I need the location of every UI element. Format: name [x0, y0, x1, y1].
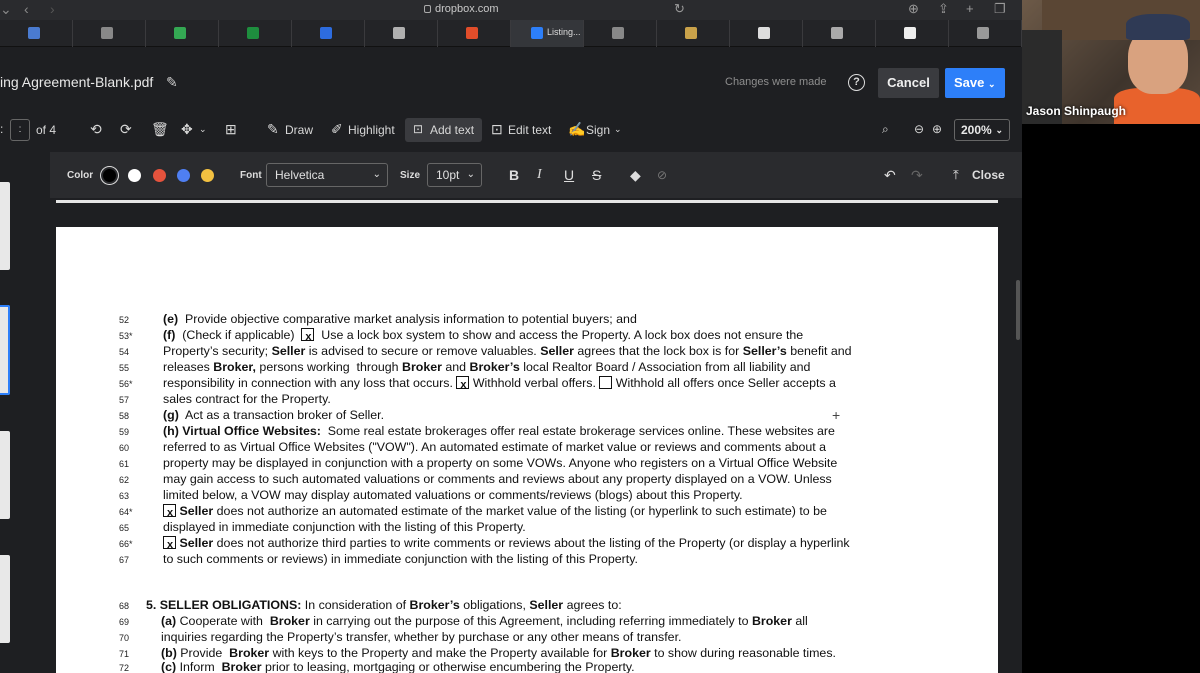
zoom-in-icon[interactable]: ⊕: [932, 122, 943, 136]
line-number: 61: [119, 459, 130, 469]
crosshair-cursor-icon: +: [832, 407, 841, 423]
page-thumbnails: [0, 150, 12, 673]
previous-page-edge: [56, 200, 998, 203]
line-text: (f) (Check if applicable) x Use a lock box system to show and access the Property. A lock box does not ensure the: [163, 328, 803, 342]
edit-toolbar: [0, 110, 1022, 150]
zoom-value: 200%: [961, 123, 992, 137]
line-number: 62: [119, 475, 130, 485]
browser-tab[interactable]: [146, 20, 219, 47]
line-number: 65: [119, 523, 130, 533]
tab-favicon-icon: [393, 27, 405, 39]
rotate-left-icon[interactable]: ⟲: [90, 121, 102, 137]
line-text: (c) Inform Broker prior to leasing, mortgaging or otherwise encumbering the Property.: [161, 660, 635, 673]
line-text: responsibility in connection with any loss that occurs. x Withhold verbal offers. Withhold all offers once Seller accepts a: [163, 376, 836, 390]
sign-button[interactable]: Sign: [586, 123, 611, 137]
downloads-icon[interactable]: ⊕: [908, 1, 919, 16]
save-label: Save: [954, 75, 985, 90]
color-label: Color: [67, 170, 94, 181]
tab-favicon-icon: [977, 27, 989, 39]
add-text-label: Add text: [430, 123, 475, 137]
text-format-bar: [50, 152, 1022, 198]
font-select[interactable]: [266, 163, 388, 187]
tab-favicon-icon: [466, 27, 478, 39]
line-text: (b) Provide Broker with keys to the Property and make the Property available for Broker to show during reasonable times.: [161, 646, 836, 660]
document-line: [56, 536, 998, 552]
line-number: 66*: [119, 539, 133, 549]
draw-icon: ✎: [267, 121, 279, 137]
document-line: [56, 360, 998, 376]
line-text: to such comments or reviews) in immediate conjunction with the listing of this Property.: [163, 552, 638, 566]
browser-tab[interactable]: [438, 20, 511, 47]
rename-pencil-icon[interactable]: ✎: [166, 74, 178, 90]
document-line: [56, 614, 998, 630]
delete-page-icon[interactable]: 🗑: [151, 121, 169, 137]
color-swatch[interactable]: [201, 169, 214, 182]
sidebar-toggle-icon[interactable]: ⌄: [0, 1, 12, 17]
tab-favicon-icon: [101, 27, 113, 39]
url-text: dropbox.com: [435, 3, 499, 15]
browser-tab[interactable]: [876, 20, 949, 47]
line-text: referred to as Virtual Office Websites ("VOW"). An automated estimate of market value or reviews and comments about a: [163, 440, 827, 454]
browser-tab[interactable]: [219, 20, 292, 47]
close-button[interactable]: Close: [972, 168, 1005, 182]
line-number: 67: [119, 555, 130, 565]
line-number: 64*: [119, 507, 133, 517]
zoom-out-icon[interactable]: ⊖: [914, 122, 925, 136]
address-bar[interactable]: [424, 3, 499, 15]
lock-icon: [424, 5, 431, 13]
line-text: (g) Act as a transaction broker of Seller.: [163, 408, 385, 422]
browser-tab[interactable]: [730, 20, 803, 47]
document-line: [56, 552, 998, 568]
page-thumbnail-selected[interactable]: [0, 305, 10, 395]
document-line: [56, 328, 998, 344]
browser-tab[interactable]: [511, 20, 584, 47]
line-number: 63: [119, 491, 130, 501]
tab-favicon-icon: [758, 27, 770, 39]
browser-tab[interactable]: [949, 20, 1022, 47]
tab-favicon-icon: [612, 27, 624, 39]
browser-tab[interactable]: [0, 20, 73, 47]
chevron-down-icon: ⌄: [466, 169, 475, 180]
browser-tab[interactable]: [657, 20, 730, 47]
browser-tab[interactable]: [292, 20, 365, 47]
size-select[interactable]: [427, 163, 482, 187]
chevron-down-icon: ⌄: [988, 79, 996, 89]
line-number: 52: [119, 315, 130, 325]
reload-icon[interactable]: ↻: [674, 1, 685, 16]
line-text: releases Broker, persons working through Broker and Broker’s local Realtor Board / Association from all liability and: [163, 360, 811, 374]
line-text: (a) Cooperate with Broker in carrying out the purpose of this Agreement, including referring immediately to Broker all: [161, 614, 808, 628]
document-line: [56, 424, 998, 440]
new-tab-icon[interactable]: +: [966, 1, 974, 16]
line-text: 5. SELLER OBLIGATIONS: In consideration of Broker’s obligations, Seller agrees to:: [146, 598, 622, 612]
browser-tab[interactable]: [803, 20, 876, 47]
line-text: x Seller does not authorize third parties to write comments or reviews about the listing of the Property (or display a hyperlink: [163, 536, 850, 550]
close-icon: ⤒: [953, 167, 959, 182]
line-number: 58: [119, 411, 130, 421]
browser-tab[interactable]: [73, 20, 146, 47]
chevron-down-icon[interactable]: ⌄: [199, 124, 207, 134]
font-value: Helvetica: [275, 168, 325, 182]
eraser-icon[interactable]: ◆: [630, 167, 641, 183]
back-icon[interactable]: ‹: [24, 1, 29, 17]
edit-text-icon: ⊡: [491, 121, 503, 137]
color-swatch[interactable]: [128, 169, 141, 182]
cancel-button[interactable]: Cancel: [878, 68, 939, 98]
document-line: [56, 456, 998, 472]
add-text-button[interactable]: [405, 118, 482, 142]
document-line: [56, 312, 998, 328]
line-number: 72: [119, 663, 130, 673]
document-line: [56, 376, 998, 392]
line-text: inquiries regarding the Property’s transfer, whether by purchase or any other means of transfer.: [161, 630, 682, 644]
undo-icon[interactable]: ↶: [884, 167, 896, 183]
page-label-fragment: :: [0, 122, 4, 136]
checked-checkbox[interactable]: [163, 504, 176, 517]
no-fill-icon[interactable]: ⊘: [657, 168, 668, 182]
page-total: of 4: [36, 123, 57, 137]
tab-strip: [0, 20, 1022, 47]
insert-page-icon[interactable]: ⊞: [225, 121, 237, 137]
tab-favicon-icon: [685, 27, 697, 39]
page-thumbnail[interactable]: [0, 431, 10, 519]
highlight-icon: ✐: [331, 121, 343, 137]
line-text: may gain access to such automated valuations or comments and reviews about any property displayed on a VOW. Unless: [163, 472, 832, 486]
chevron-down-icon: ⌄: [372, 169, 381, 180]
line-text: limited below, a VOW may display automated valuations or comments/reviews (blogs) about this Property.: [163, 488, 743, 502]
line-text: property may be displayed in conjunction with a property on some VOWs. Anyone who registers on a Virtual Office Website: [163, 456, 838, 470]
forward-icon[interactable]: ›: [50, 1, 55, 17]
document-line: [56, 598, 998, 614]
line-text: x Seller does not authorize an automated estimate of the market value of the listing (or hyperlink to such estimate) to be: [163, 504, 827, 518]
search-icon[interactable]: ⌕: [882, 122, 889, 136]
document-line: [56, 440, 998, 456]
add-text-icon: ⊡: [413, 122, 424, 136]
size-label: Size: [400, 170, 421, 181]
tab-favicon-icon: [247, 27, 259, 39]
italic-icon[interactable]: I: [537, 167, 542, 182]
tab-favicon-icon: [831, 27, 843, 39]
line-number: 71: [119, 649, 130, 659]
document-line: [56, 520, 998, 536]
vertical-scrollbar[interactable]: [1016, 280, 1020, 340]
document-line: [56, 408, 998, 424]
line-number: 69: [119, 617, 130, 627]
document-line: [56, 630, 998, 646]
size-value: 10pt: [436, 168, 460, 182]
person-cap: [1126, 14, 1190, 40]
browser-tab[interactable]: [365, 20, 438, 47]
document-line: [56, 504, 998, 520]
line-number: 54: [119, 347, 130, 357]
bold-icon[interactable]: B: [509, 167, 520, 183]
help-icon[interactable]: ?: [848, 74, 865, 91]
font-label: Font: [240, 170, 262, 181]
changes-status: Changes were made: [725, 76, 827, 88]
chevron-down-icon[interactable]: ⌄: [614, 124, 622, 134]
line-text: (e) Provide objective comparative market analysis information to potential buyers; and: [163, 312, 637, 326]
tab-favicon-icon: [28, 27, 40, 39]
line-number: 57: [119, 395, 130, 405]
document-line: [56, 392, 998, 408]
checked-checkbox[interactable]: [163, 536, 176, 549]
save-button[interactable]: [945, 68, 1005, 98]
share-icon[interactable]: ⇪: [938, 1, 949, 16]
document-title: ing Agreement-Blank.pdf: [0, 74, 154, 90]
line-number: 60: [119, 443, 130, 453]
document-line: [56, 660, 998, 673]
tab-favicon-icon: [531, 27, 543, 39]
color-swatch[interactable]: [177, 169, 190, 182]
editor-header: [0, 48, 1022, 110]
line-text: Property’s security; Seller is advised to secure or remove valuables. Seller agrees that the lock box is for Seller’s benefit and: [163, 344, 852, 358]
page-thumbnail[interactable]: [0, 182, 10, 270]
zoom-select[interactable]: [954, 119, 1010, 141]
tab-favicon-icon: [174, 27, 186, 39]
checked-checkbox[interactable]: [301, 328, 314, 341]
edit-text-button[interactable]: Edit text: [508, 123, 552, 137]
tab-favicon-icon: [320, 27, 332, 39]
sign-icon: ✍: [568, 121, 586, 137]
tab-overview-icon[interactable]: ❐: [994, 1, 1006, 16]
redo-icon[interactable]: ↷: [911, 167, 923, 183]
draw-button[interactable]: Draw: [285, 123, 314, 137]
checked-checkbox[interactable]: [456, 376, 469, 389]
line-number: 70: [119, 633, 130, 643]
line-text: displayed in immediate conjunction with the listing of this Property.: [163, 520, 526, 534]
rotate-right-icon[interactable]: ⟳: [120, 121, 132, 137]
line-text: (h) Virtual Office Websites: Some real estate brokerages offer real estate brokerage services online. These websites are: [163, 424, 835, 438]
line-number: 59: [119, 427, 130, 437]
highlight-button[interactable]: Highlight: [348, 123, 395, 137]
strikethrough-icon[interactable]: S: [592, 167, 602, 183]
chevron-down-icon: ⌄: [995, 125, 1003, 135]
move-icon[interactable]: ✥: [181, 121, 193, 137]
color-swatch[interactable]: [103, 169, 116, 182]
document-viewport[interactable]: [50, 198, 1010, 673]
page-number-input[interactable]: :: [10, 119, 30, 141]
document-line: [56, 472, 998, 488]
document-line: [56, 488, 998, 504]
line-number: 55: [119, 363, 130, 373]
participant-name: Jason Shinpaugh: [1026, 104, 1127, 118]
line-number: 56*: [119, 379, 133, 389]
color-swatch[interactable]: [153, 169, 166, 182]
checkbox[interactable]: [599, 376, 612, 389]
browser-tab[interactable]: [584, 20, 657, 47]
line-number: 68: [119, 601, 130, 611]
browser-toolbar: [0, 0, 1022, 20]
page-thumbnail[interactable]: [0, 555, 10, 643]
underline-icon[interactable]: U: [564, 167, 575, 183]
document-line: [56, 344, 998, 360]
pdf-page[interactable]: [56, 227, 998, 673]
line-text: sales contract for the Property.: [163, 392, 331, 406]
line-number: 53*: [119, 331, 133, 341]
tab-label: Listing...: [547, 27, 581, 37]
tab-favicon-icon: [904, 27, 916, 39]
